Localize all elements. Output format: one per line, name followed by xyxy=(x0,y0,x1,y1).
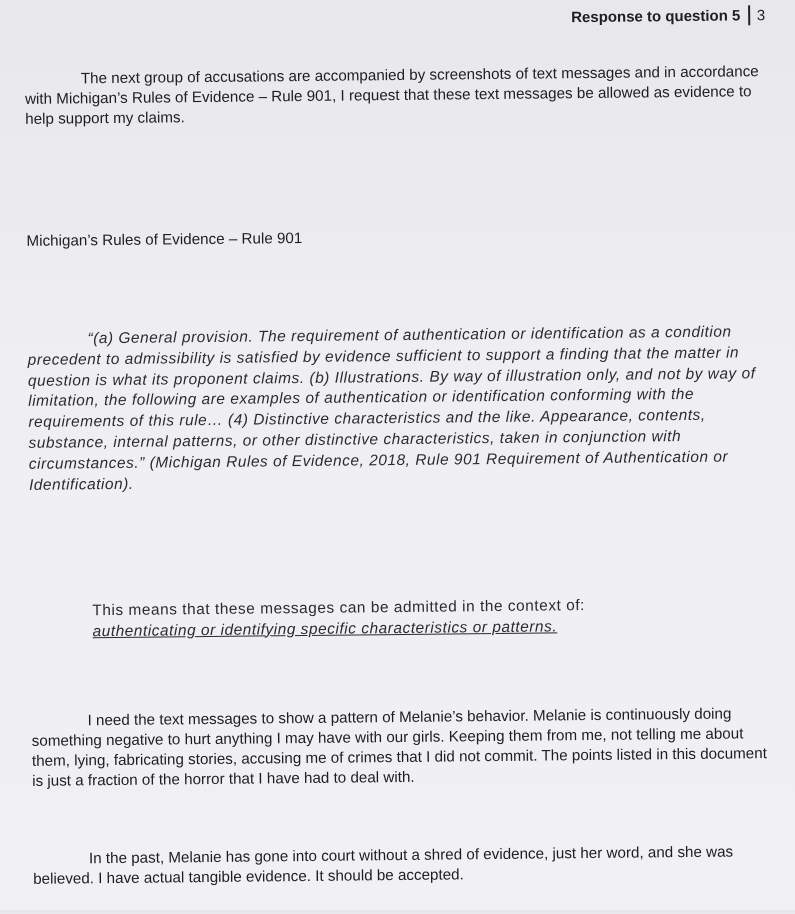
rule-quote: “(a) General provision. The requirement of authentication or identification as a condition precedent to admissibility is satisfied by evidence sufficient to support a finding that the matter in question is what its proponent claims. (b) Illustrations. By way of illustration only, and not by way of limitation, the following are examples of authentication or identification conforming with the requirements of this rule… (4) Distinctive characteristics and the like. Appearance, contents, substance, internal patterns, or other distinctive characteristics, taken in conjunction with circumstances.” (Michigan Rules of Evidence, 2018, Rule 901 Requirement of Authentication or Identification). xyxy=(27,323,756,494)
rule-heading: Michigan’s Rules of Evidence – Rule 901 xyxy=(26,230,303,250)
context-underlined-line: authenticating or identifying specific characteristics or patterns. xyxy=(92,617,558,640)
page-number: 3 xyxy=(756,6,766,24)
closing-paragraph: In the past, Melanie has gone into court without a shred of evidence, just her word, and she was believed. I have actual tangible evidence. It should be accepted. xyxy=(33,843,734,888)
context-statement xyxy=(92,594,752,642)
context-line: This means that these messages can be admitted in the context of: xyxy=(92,597,586,620)
intro-paragraph: The next group of accusations are accompanied by screenshots of text messages and in accordance with Michigan’s Rules of Evidence – Rule 901, I request that these text messages be allowed as evidence to help support my claims. xyxy=(24,63,759,128)
pattern-paragraph: I need the text messages to show a pattern of Melanie’s behavior. Melanie is continuously doing something negative to hurt anything I may have with our girls. Keeping them from me, not telling me about them, lying, fabricating stories, accusing me of crimes that I did not commit. The points listed in this document is just a fraction of the horror that I have had to deal with. xyxy=(31,705,767,790)
header-title: Response to question 5 xyxy=(571,6,741,26)
page-header xyxy=(571,5,765,27)
header-separator xyxy=(748,5,750,25)
